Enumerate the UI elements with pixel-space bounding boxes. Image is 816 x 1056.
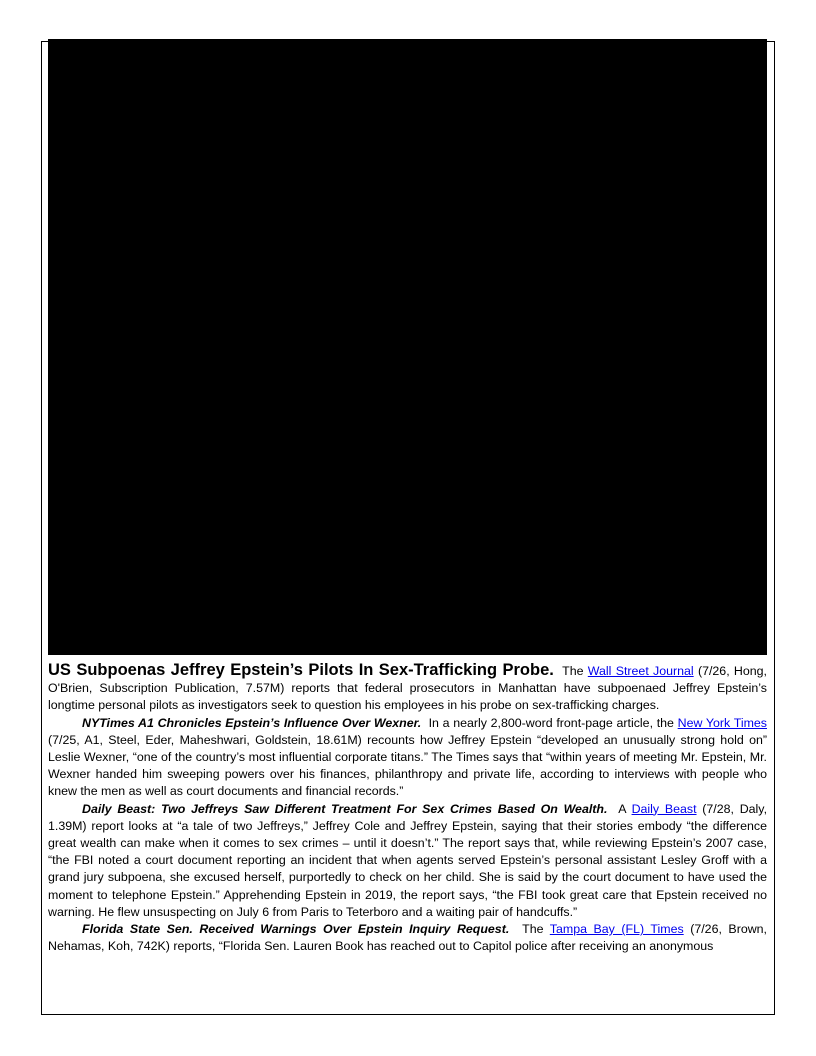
- article-4: [48, 921, 767, 955]
- article-headline: Florida State Sen. Received Warnings Over Epstein Inquiry Request.: [82, 922, 510, 937]
- article-2: [48, 715, 767, 801]
- article-lead: In a nearly 2,800-word front-page article, the: [428, 715, 674, 730]
- article-headline: NYTimes A1 Chronicles Epstein’s Influence Over Wexner.: [82, 715, 422, 730]
- source-link[interactable]: New York Times: [677, 715, 767, 730]
- source-link[interactable]: Daily Beast: [631, 801, 697, 816]
- article-body: (7/26, Hong, O'Brien, Subscription Publication, 7.57M) reports that federal prosecutors in Manhattan have subpoenaed Jeffrey Epstein’s longtime personal pilots as investigators seek to question his employees in his probe on sex-trafficking charges.: [48, 664, 767, 713]
- article-lead: The: [522, 922, 544, 937]
- news-briefing: [48, 662, 767, 955]
- article-headline: US Subpoenas Jeffrey Epstein’s Pilots In Sex-Trafficking Probe.: [48, 661, 554, 679]
- article-1: [48, 662, 767, 715]
- article-body: (7/25, A1, Steel, Eder, Maheshwari, Goldstein, 18.61M) recounts how Jeffrey Epstein “developed an unusually strong hold on” Leslie Wexner, “one of the country’s most influential corporate titans.” The Times says that “within years of meeting Mr. Epstein, Mr. Wexner handed him sweeping powers over his finances, philanthropy and private life, according to interviews with people who knew the men as well as court documents and financial records.”: [48, 732, 767, 799]
- article-3: [48, 801, 767, 921]
- redacted-block: [48, 39, 767, 655]
- article-headline: Daily Beast: Two Jeffreys Saw Different Treatment For Sex Crimes Based On Wealth.: [82, 801, 608, 816]
- article-body: (7/26, Brown, Nehamas, Koh, 742K) reports, “Florida Sen. Lauren Book has reached out to Capitol police after receiving an anonymous: [48, 922, 767, 954]
- source-link[interactable]: Tampa Bay (FL) Times: [549, 922, 684, 937]
- article-body: (7/28, Daly, 1.39M) report looks at “a tale of two Jeffreys,” Jeffrey Cole and Jeffrey Epstein, saying that their stories embody “the difference great wealth can make when it comes to sex crimes – until it doesn’t.” The report says that, while reviewing Epstein’s 2007 case, “the FBI noted a court document reporting an incident that when agents served Epstein’s personal assistant Lesley Groff with a grand jury subpoena, she excused herself, purportedly to check on her child. She is said by the court document to have used the moment to telephone Epstein.” Apprehending Epstein in 2019, the report says, “the FBI took great care that Epstein received no warning. He flew unsuspecting on July 6 from Paris to Teterboro and a waiting pair of handcuffs.”: [48, 801, 768, 919]
- article-lead: A: [618, 801, 626, 816]
- article-lead: The: [562, 664, 584, 678]
- source-link[interactable]: Wall Street Journal: [587, 664, 694, 678]
